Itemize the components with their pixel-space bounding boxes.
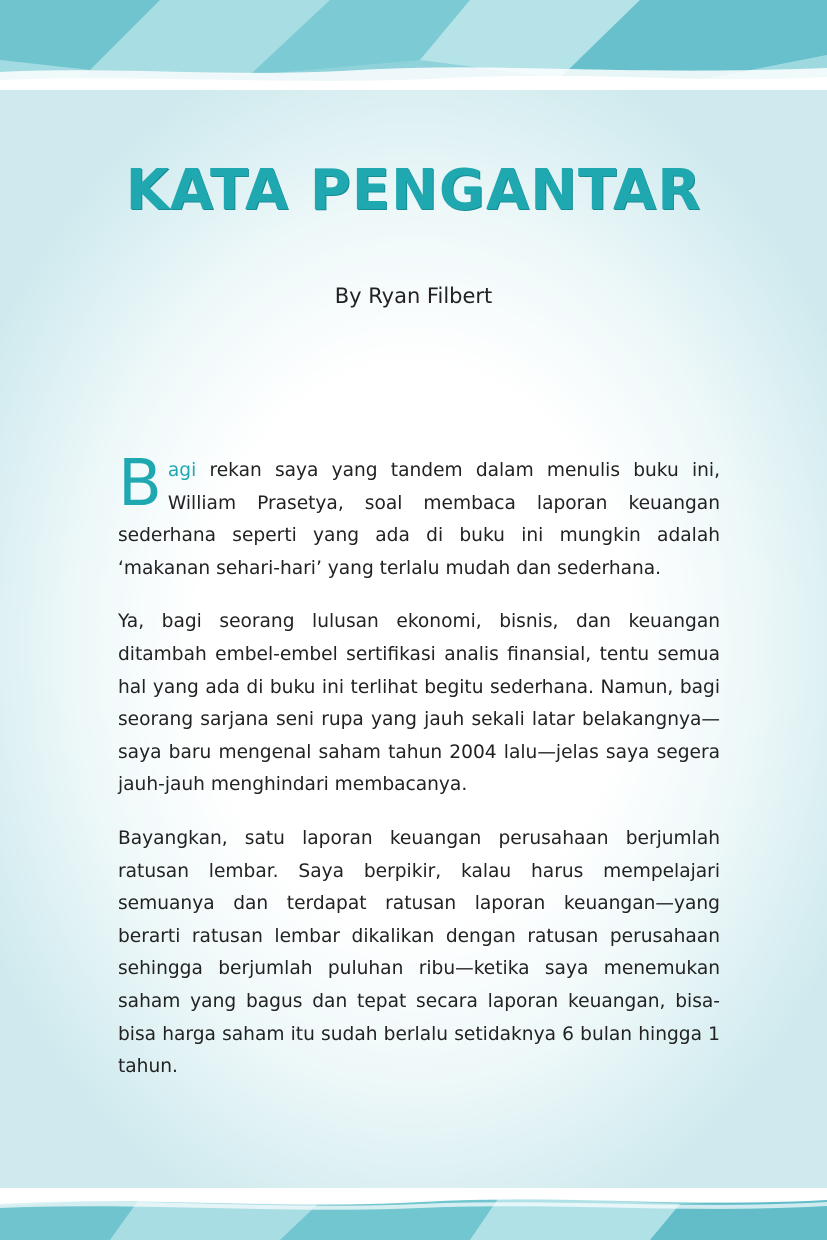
paragraph-1 <box>118 447 720 585</box>
author-line: By Ryan Filbert <box>334 284 493 308</box>
page-title: KATA PENGANTAR <box>125 158 702 223</box>
paragraph-3: Bayangkan, satu laporan keuangan perusahaan berjumlah ratusan lembar. Saya berpikir, kalau harus mempelajari semuanya dan terdapat ratusan laporan keuangan—yang berarti ratusan lembar dikalikan dengan ratusan perusahaan sehingga berjumlah puluhan ribu—ketika saya menemukan saham yang bagus dan tepat secara laporan keuangan, bisa-bisa harga saham itu sudah berlalu setidaknya 6 bulan hingga 1 tahun. <box>118 827 720 1078</box>
bottom-decorative-band <box>0 1188 827 1240</box>
top-decorative-band <box>0 0 827 90</box>
body-text <box>118 447 720 1105</box>
paragraph-2: Ya, bagi seorang lulusan ekonomi, bisnis, dan keuangan ditambah embel-embel sertifikasi analis finansial, tentu semua hal yang ada di buku ini terlihat begitu sederhana. Namun, bagi seorang sarjana seni rupa yang jauh sekali latar belakangnya—saya baru mengenal saham tahun 2004 lalu—jelas saya segera jauh-jauh menghindari membacanya. <box>118 611 720 796</box>
paragraph-1-text: rekan saya yang tandem dalam menulis buku ini, William Prasetya, soal membaca laporan keuangan sederhana seperti yang ada di buku ini mungkin adalah ‘makanan sehari-hari’ yang terlalu mudah dan sederhana. <box>118 460 720 579</box>
drop-cap: B <box>118 447 162 521</box>
first-word: agi <box>167 460 197 481</box>
